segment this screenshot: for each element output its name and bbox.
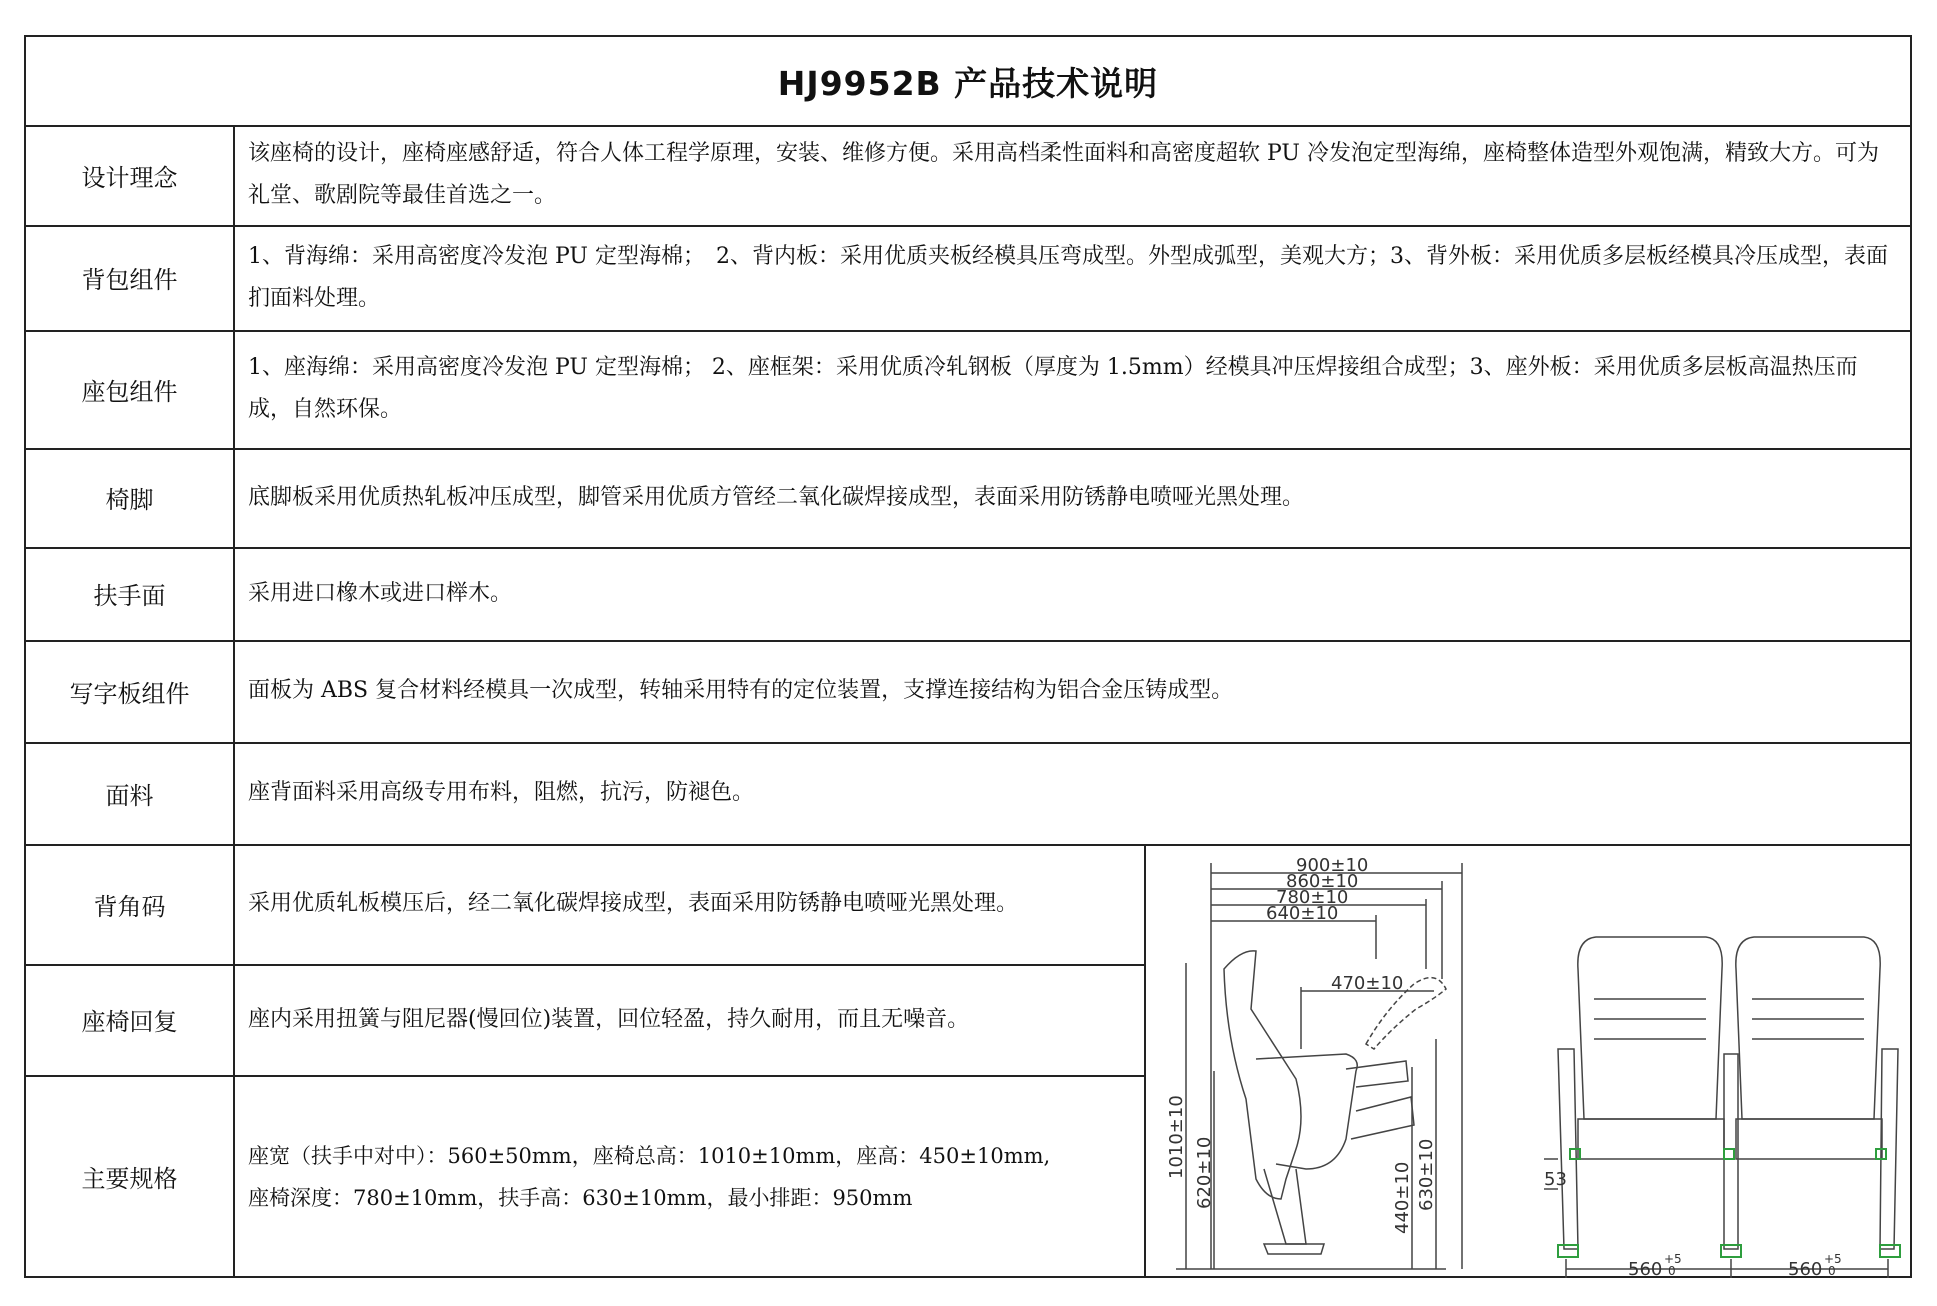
- row-text: 采用优质轧板模压后，经二氧化碳焊接成型，表面采用防锈静电喷哑光黑处理。: [248, 891, 1019, 916]
- row-label: 主要规格: [81, 1165, 178, 1193]
- dimension-label: 640±10: [1266, 903, 1339, 924]
- row-label: 扶手面: [93, 582, 166, 610]
- dimension-label: 560: [1788, 1259, 1823, 1278]
- row-label: 面料: [105, 781, 154, 810]
- dimension-label: 900±10: [1296, 855, 1369, 876]
- dimension-label: 630±10: [1416, 1138, 1437, 1211]
- row-text: 1、背海绵：采用高密度冷发泡 PU 定型海棉； 2、背内板：采用优质夹板经模具压弯成型。外型成弧型，美观大方；3、背外板：采用优质多层板经模具冷压成型，表面扪面料处理。: [248, 243, 1888, 311]
- row-text: 座内采用扭簧与阻尼器(慢回位)装置，回位轻盈，持久耐用，而且无噪音。: [248, 1006, 970, 1032]
- dimension-label: 560: [1628, 1259, 1663, 1278]
- row-text: 座宽（扶手中对中）：560±50mm，座椅总高：1010±10mm，座高：450±10mm, 座椅深度：780±10mm，扶手高：630±10mm，最小排距：950mm: [248, 1143, 1051, 1210]
- row-text: 座背面料采用高级专用布料，阻燃，抗污，防褪色。: [248, 780, 755, 805]
- row-label: 写字板组件: [69, 679, 190, 708]
- dimension-label: 860±10: [1286, 871, 1359, 892]
- tolerance-lower: 0: [1668, 1264, 1676, 1278]
- column-divider: [233, 125, 235, 1276]
- dimension-label: 53: [1544, 1169, 1567, 1190]
- spec-sheet: [24, 35, 1912, 1278]
- tolerance-upper: +5: [1664, 1252, 1682, 1266]
- dimension-label: 620±10: [1194, 1136, 1215, 1209]
- dimension-label: 1010±10: [1166, 1095, 1187, 1179]
- row-label: 座包组件: [81, 377, 178, 406]
- chair-technical-drawing: [1146, 849, 1912, 1278]
- row-label: 椅脚: [105, 486, 154, 514]
- row-label: 背角码: [93, 892, 166, 921]
- row-text: 采用进口橡木或进口榉木。: [248, 580, 513, 606]
- dimension-label: 780±10: [1276, 887, 1349, 908]
- row-text: 1、座海绵：采用高密度冷发泡 PU 定型海棉； 2、座框架：采用优质冷轧钢板（厚度为 1.5mm）经模具冲压焊接组合成型；3、座外板：采用优质多层板高温热压而成，自然环保。: [248, 355, 1858, 422]
- row-text: 该座椅的设计，座椅座感舒适，符合人体工程学原理，安装、维修方便。采用高档柔性面料和高密度超软 PU 冷发泡定型海绵，座椅整体造型外观饱满，精致大方。可为礼堂、歌剧院等最佳首选之一。: [248, 141, 1879, 208]
- dimension-label: 440±10: [1392, 1161, 1413, 1234]
- page-title: HJ9952B 产品技术说明: [777, 63, 1159, 103]
- row-text: 底脚板采用优质热轧板冲压成型，脚管采用优质方管经二氧化碳焊接成型，表面采用防锈静电喷哑光黑处理。: [248, 484, 1305, 510]
- tolerance-upper: +5: [1824, 1252, 1842, 1266]
- row-label: 设计理念: [81, 163, 178, 192]
- row-label: 背包组件: [81, 266, 178, 294]
- dimension-label: 470±10: [1331, 973, 1404, 994]
- tolerance-lower: 0: [1828, 1264, 1836, 1278]
- row-label: 座椅回复: [81, 1008, 178, 1036]
- row-text: 面板为 ABS 复合材料经模具一次成型，转轴采用特有的定位装置，支撑连接结构为铝合金压铸成型。: [248, 678, 1234, 703]
